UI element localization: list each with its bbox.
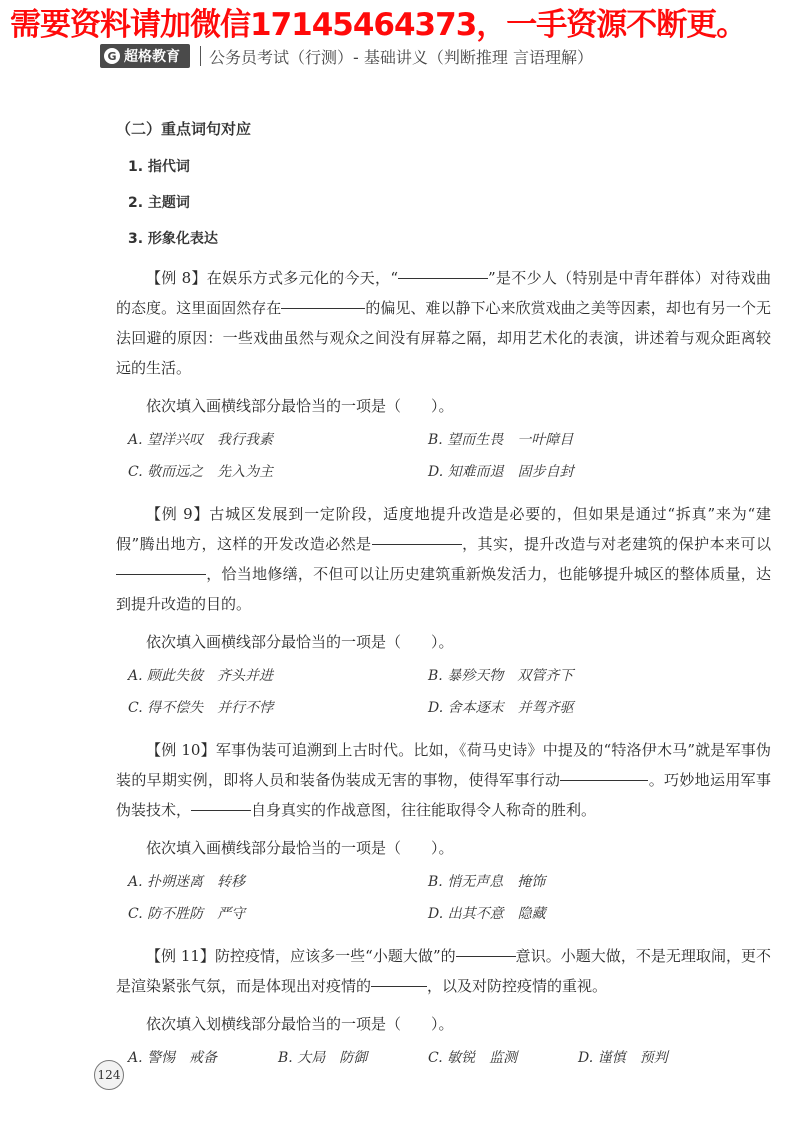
stem-text: ，以及对防控疫情的重视。 bbox=[427, 977, 608, 995]
answer-blank bbox=[456, 955, 516, 957]
subitem-topic-word: 2. 主题词 bbox=[128, 195, 190, 211]
option-d: D. 谨慎 预判 bbox=[578, 1050, 668, 1066]
example-8-options bbox=[128, 427, 771, 485]
option-d: D. 出其不意 隐藏 bbox=[428, 906, 546, 922]
option-b: B. 悄无声息 掩饰 bbox=[428, 874, 546, 890]
example-tag: 【例 10】 bbox=[146, 741, 216, 759]
example-9-stem bbox=[116, 499, 771, 619]
page-content bbox=[116, 118, 771, 1071]
stem-text: 在娱乐方式多元化的今天，“ bbox=[206, 269, 399, 287]
option-c: C. 得不偿失 并行不悖 bbox=[128, 700, 274, 716]
answer-blank bbox=[371, 985, 427, 987]
example-tag: 【例 8】 bbox=[146, 269, 207, 287]
logo-icon: G bbox=[104, 48, 120, 64]
example-10-stem bbox=[116, 735, 771, 825]
example-11-options bbox=[128, 1045, 771, 1071]
example-tag: 【例 11】 bbox=[146, 947, 215, 965]
option-b: B. 大局 防御 bbox=[278, 1050, 368, 1066]
header-title: 公务员考试（行测）- 基础讲义（判断推理 言语理解） bbox=[209, 47, 593, 67]
option-d: D. 知难而退 固步自封 bbox=[428, 464, 574, 480]
option-b: B. 暴殄天物 双管齐下 bbox=[428, 668, 574, 684]
example-9-options bbox=[128, 663, 771, 721]
example-8-stem bbox=[116, 263, 771, 383]
example-9-question: 依次填入画横线部分最恰当的一项是（ ）。 bbox=[146, 633, 454, 651]
answer-blank bbox=[281, 307, 365, 309]
example-11-question: 依次填入划横线部分最恰当的一项是（ ）。 bbox=[146, 1015, 454, 1033]
option-a: A. 顾此失彼 齐头并进 bbox=[128, 668, 274, 684]
section-title: （二）重点词句对应 bbox=[116, 120, 252, 138]
option-c: C. 敏锐 监测 bbox=[428, 1050, 518, 1066]
stem-text: ，恰当地修缮，不但可以让历史建筑重新焕发活力，也能够提升城区的整体质量，达到提升改造的目的。 bbox=[116, 565, 771, 613]
brand-logo bbox=[100, 44, 190, 68]
logo-text: 超格教育 bbox=[124, 49, 180, 65]
stem-text: 自身真实的作战意图，往往能取得令人称奇的胜利。 bbox=[251, 801, 597, 819]
example-10-question: 依次填入画横线部分最恰当的一项是（ ）。 bbox=[146, 839, 454, 857]
option-a: A. 望洋兴叹 我行我素 bbox=[128, 432, 274, 448]
stem-text: 的偏见、难以静下心来欣赏戏曲之美等因素，却也有另一个无法回避的原因：一些戏曲虽然与观众之间没有屏幕之隔，却用艺术化的表演，讲述着与观众距离较远的生活。 bbox=[116, 299, 771, 377]
option-c: C. 敬而远之 先入为主 bbox=[128, 464, 274, 480]
page-number: 124 bbox=[94, 1060, 124, 1090]
stem-text: 。巧妙地运用军事伪装技术， bbox=[116, 771, 771, 819]
option-c: C. 防不胜防 严守 bbox=[128, 906, 246, 922]
answer-blank bbox=[116, 573, 206, 575]
answer-blank bbox=[191, 809, 251, 811]
example-11-stem bbox=[116, 941, 771, 1001]
stem-text: 军事伪装可追溯到上古时代。比如，《荷马史诗》中提及的“特洛伊木马”就是军事伪装的早期实例，即将人员和装备伪装成无害的事物，使得军事行动 bbox=[116, 741, 771, 789]
example-10-options bbox=[128, 869, 771, 927]
stem-text: 防控疫情，应该多一些“小题大做”的 bbox=[214, 947, 456, 965]
answer-blank bbox=[560, 779, 648, 781]
subitem-pronoun: 1. 指代词 bbox=[128, 159, 190, 175]
answer-blank bbox=[398, 277, 488, 279]
option-b: B. 望而生畏 一叶障目 bbox=[428, 432, 574, 448]
subitem-figurative: 3. 形象化表达 bbox=[128, 231, 218, 247]
header-divider bbox=[200, 46, 201, 66]
answer-blank bbox=[372, 543, 462, 545]
example-8-question: 依次填入画横线部分最恰当的一项是（ ）。 bbox=[146, 397, 454, 415]
stem-text: 古城区发展到一定阶段，适度地提升改造是必要的，但如果是通过“拆真”来为“建假”腾出地方，这样的开发改造必然是 bbox=[116, 505, 771, 553]
stem-text: 意识。小题大做，不是无理取闹，更不是渲染紧张气氛，而是体现出对疫情的 bbox=[116, 947, 771, 995]
watermark-banner: 需要资料请加微信17145464373，一手资源不断更。 bbox=[10, 7, 747, 43]
page-header bbox=[100, 44, 593, 68]
example-tag: 【例 9】 bbox=[146, 505, 210, 523]
option-a: A. 扑朔迷离 转移 bbox=[128, 874, 246, 890]
stem-text: ，其实，提升改造与对老建筑的保护本来可以 bbox=[461, 535, 771, 553]
stem-text: ”是不少人（特别是中青年群体）对待戏曲的态度。这里面固然存在 bbox=[116, 269, 772, 317]
option-a: A. 警惕 戒备 bbox=[128, 1050, 218, 1066]
option-d: D. 舍本逐末 并驾齐驱 bbox=[428, 700, 574, 716]
